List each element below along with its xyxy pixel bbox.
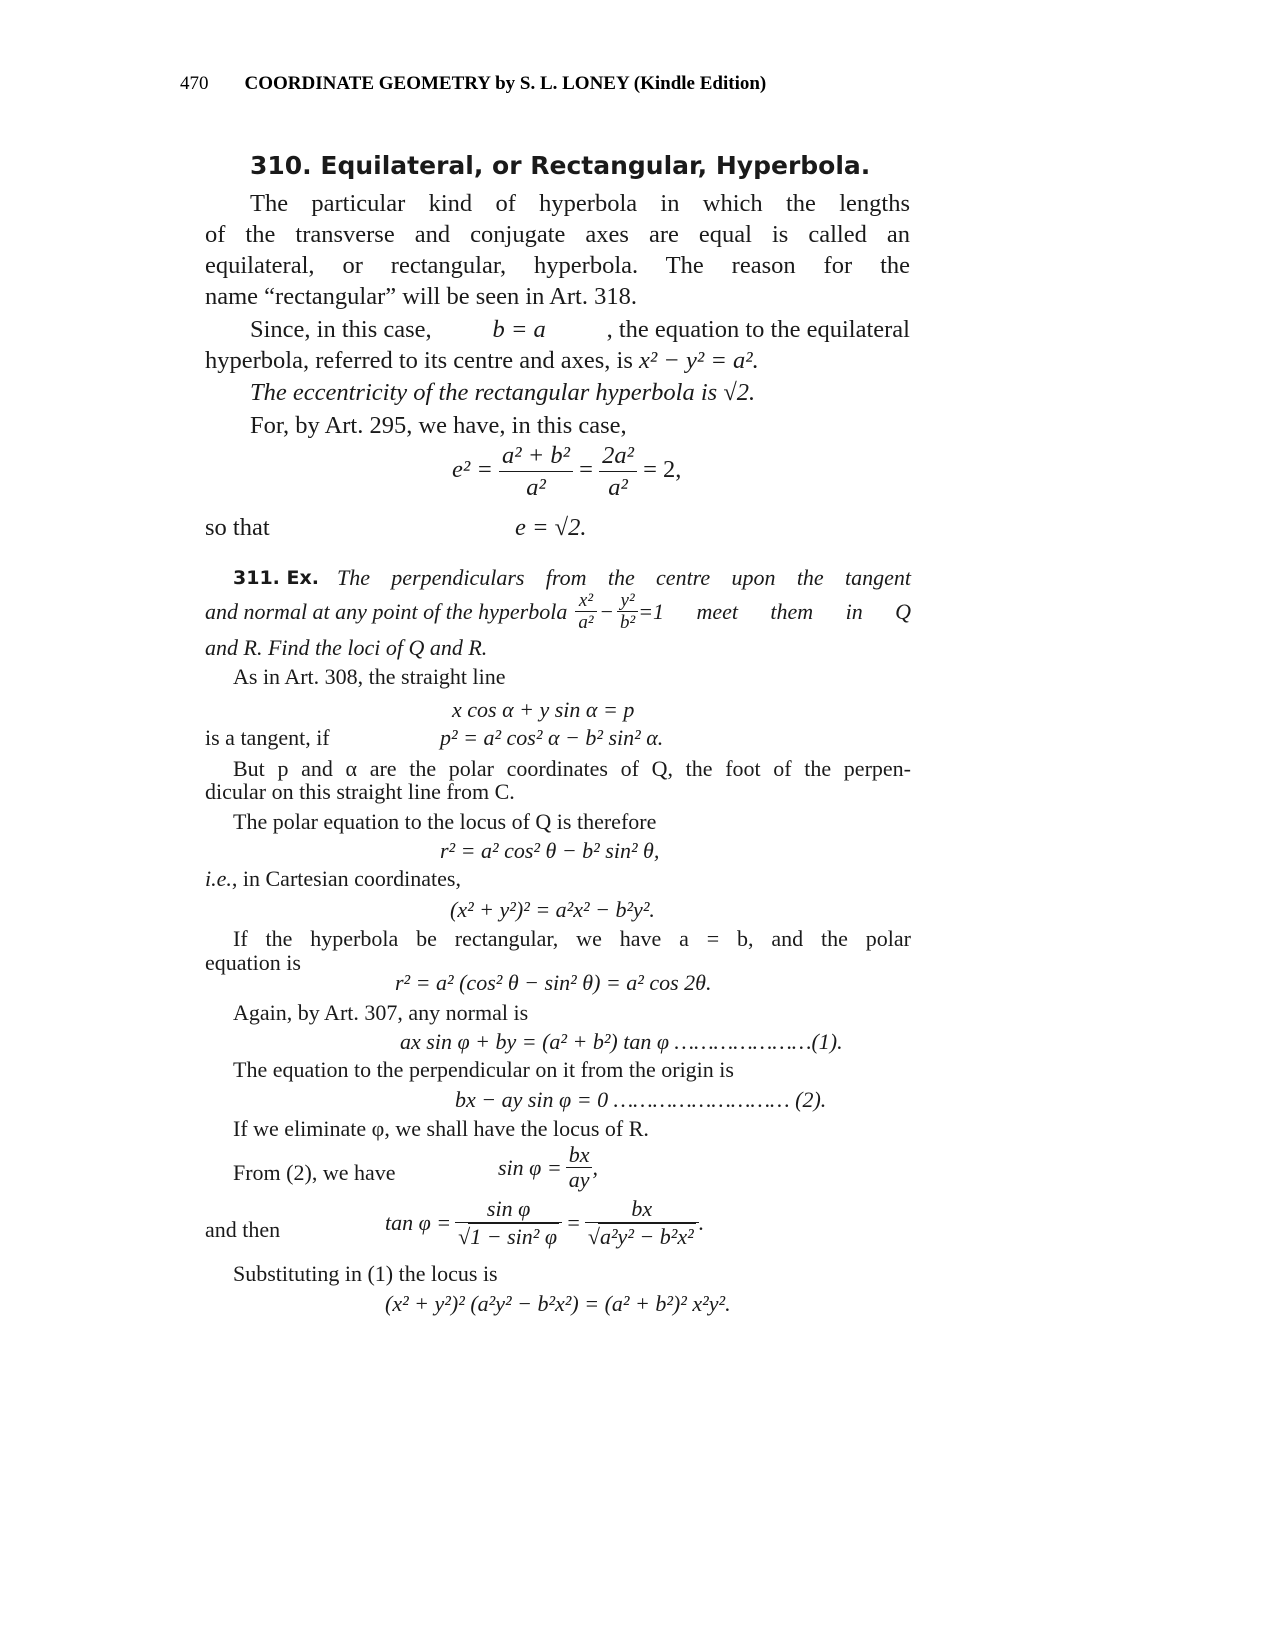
equation-rect: r² = a² (cos² θ − sin² θ) = a² cos 2θ. — [395, 970, 712, 995]
paragraph-line: and then — [205, 1217, 281, 1242]
math-span: = 2, — [643, 456, 682, 484]
fraction: $\frac{bx}{ay}$ — [566, 1143, 593, 1192]
example-head: 311. Ex. — [233, 567, 319, 589]
equation-perpendicular: bx − ay sin φ = 0 ……………………… (2). — [455, 1087, 827, 1112]
math-span: = — [579, 456, 593, 484]
text-span: Since, in this case, — [250, 316, 432, 343]
paragraph-line: Again, by Art. 307, any normal is — [233, 1000, 529, 1025]
paragraph-line — [205, 866, 461, 892]
equation-tan-phi — [385, 1196, 704, 1250]
text-span: i.e. — [205, 866, 232, 891]
example-line: and R. Find the loci of Q and R. — [205, 635, 488, 660]
book-title: COORDINATE GEOMETRY by S. L. LONEY (Kindle Edition) — [244, 73, 767, 94]
equation-e: e = √2. — [515, 514, 587, 541]
paragraph-line: The particular kind of hyperbola in which the lengths — [250, 190, 910, 217]
equation-sin-phi — [498, 1143, 598, 1192]
math-span: . — [698, 1210, 705, 1235]
text-span: , the equation to the equilateral — [606, 316, 910, 343]
page-number: 470 — [180, 73, 209, 94]
equation-tangent: x cos α + y sin α = p — [452, 697, 635, 722]
paragraph-line: The equation to the perpendicular on it from the origin is — [233, 1057, 734, 1082]
fraction: $\frac{\text{x²}}{\text{a²}}$ — [575, 590, 596, 633]
paragraph-line: Substituting in (1) the locus is — [233, 1261, 498, 1286]
math-span: tan φ = — [385, 1210, 452, 1235]
math-inline: b = a — [492, 316, 546, 343]
paragraph-line: For, by Art. 295, we have, in this case, — [250, 412, 627, 439]
fraction: $\frac{\text{y²}}{\text{b²}}$ — [617, 590, 638, 633]
paragraph-line: of the transverse and conjugate axes are equal is called an — [205, 221, 910, 248]
equation-r2: r² = a² cos² θ − b² sin² θ, — [440, 838, 660, 863]
math-span: e² = — [452, 456, 493, 484]
equation-normal: ax sin φ + by = (a² + b²) tan φ …………………(1). — [400, 1029, 843, 1054]
example-line — [233, 565, 911, 591]
math-inline: x² − y² = a². — [639, 347, 759, 374]
equation-cartesian: (x² + y²)² = a²x² − b²y². — [450, 897, 655, 922]
paragraph-line: is a tangent, if — [205, 725, 330, 750]
section-title: 310. Equilateral, or Rectangular, Hyperbola. — [250, 151, 871, 180]
fraction: $\frac{\text{sin φ}}{\text{√1 − sin² φ}}$ — [455, 1196, 562, 1250]
text-span: =1 meet them in Q — [638, 598, 911, 624]
text-span: and normal at any point of the hyperbola — [205, 598, 568, 624]
paragraph-line: But p and α are the polar coordinates of Q, the foot of the perpen- — [233, 756, 911, 781]
example-line — [205, 590, 911, 633]
equation-p2: p² = a² cos² α − b² sin² α. — [440, 725, 664, 750]
paragraph-line: If we eliminate φ, we shall have the locus of R. — [233, 1116, 649, 1141]
math-span: = — [566, 1210, 581, 1235]
paragraph-line: name “rectangular” will be seen in Art. 318. — [205, 283, 637, 310]
paragraph-line: The polar equation to the locus of Q is therefore — [233, 809, 657, 834]
equation-locus: (x² + y²)² (a²y² − b²x²) = (a² + b²)² x²y². — [385, 1291, 731, 1316]
paragraph-line: As in Art. 308, the straight line — [233, 664, 506, 689]
text-span: The perpendiculars from the centre upon the tangent — [336, 565, 911, 590]
paragraph-line: so that — [205, 514, 270, 541]
equation-eccentricity — [452, 440, 681, 503]
paragraph-line — [205, 345, 759, 376]
math-span: sin φ = — [498, 1154, 562, 1180]
paragraph-line — [250, 314, 910, 345]
fraction: $\frac{\text{a² + b²}}{\text{a²}}$ — [499, 440, 573, 503]
paragraph-line: equation is — [205, 950, 301, 975]
paragraph-line: If the hyperbola be rectangular, we have a = b, and the polar — [233, 926, 911, 951]
text-span: hyperbola, referred to its centre and axes, is — [205, 347, 640, 374]
fraction: $\frac{\text{2a²}}{\text{a²}}$ — [599, 440, 637, 503]
running-header — [180, 73, 766, 95]
math-span: , — [592, 1154, 598, 1180]
paragraph-line: equilateral, or rectangular, hyperbola. The reason for the — [205, 252, 910, 279]
theorem-statement: The eccentricity of the rectangular hyperbola is √2. — [250, 379, 756, 406]
fraction: $\frac{bx}{\text{√a²y² − b²x²}}$ — [585, 1196, 699, 1250]
paragraph-line: From (2), we have — [233, 1160, 396, 1185]
math-span: − — [600, 598, 613, 624]
paragraph-line: dicular on this straight line from C. — [205, 779, 515, 804]
text-span: , in Cartesian coordinates, — [231, 866, 461, 891]
